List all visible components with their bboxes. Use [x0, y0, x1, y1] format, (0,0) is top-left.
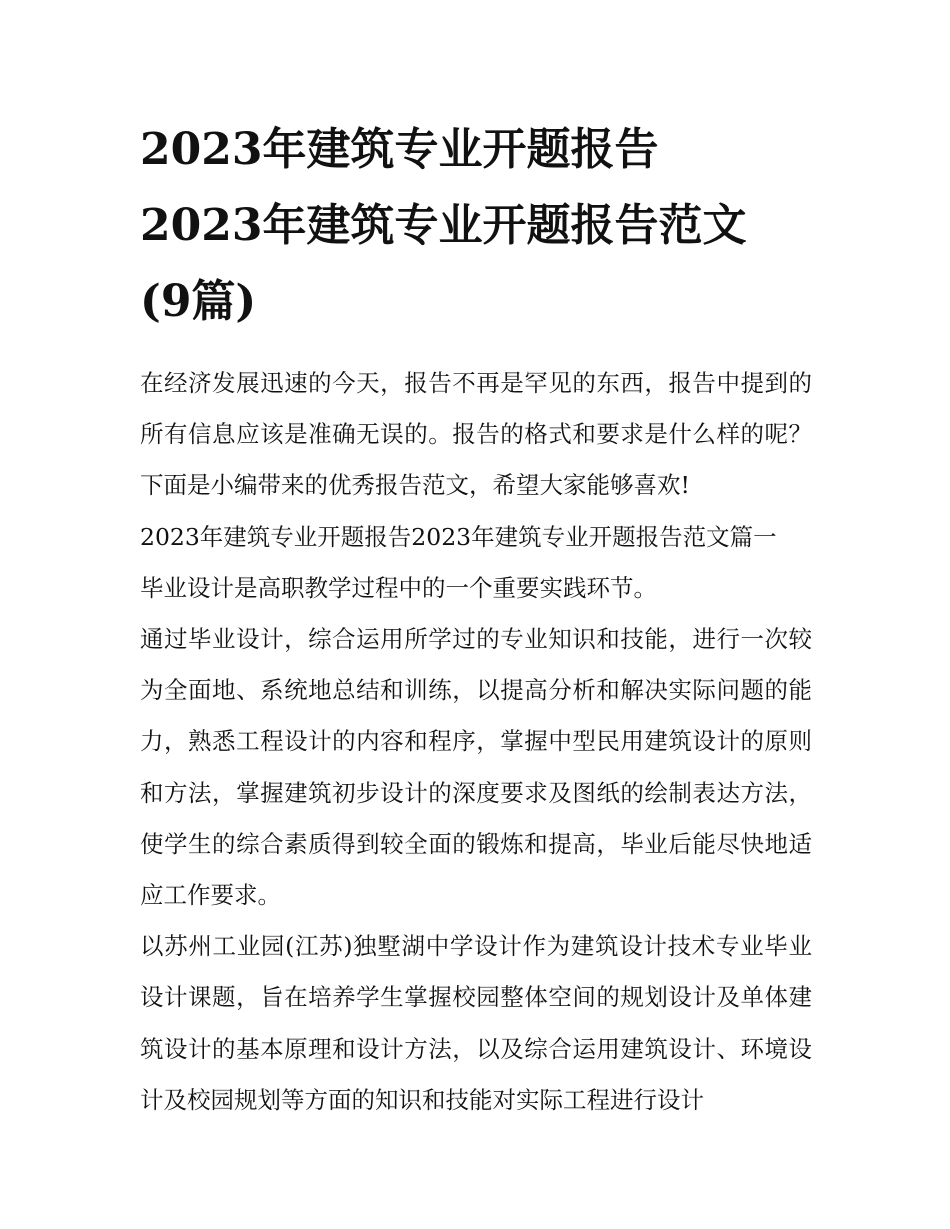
body-paragraph: 通过毕业设计，综合运用所学过的专业知识和技能，进行一次较为全面地、系统地总结和训练，以提高分析和解决实际问题的能力，熟悉工程设计的内容和程序，掌握中型民用建筑设计的原则和方法，掌握建筑初步设计的深度要求及图纸的绘制表达方法，使学生的综合素质得到较全面的锻炼和提高，毕业后能尽快地适应工作要求。: [140, 625, 812, 910]
body-paragraph: 毕业设计是高职教学过程中的一个重要实践环节。: [140, 573, 657, 602]
section-heading: 2023年建筑专业开题报告2023年建筑专业开题报告范文篇一: [140, 522, 777, 551]
title-line: 2023年建筑专业开题报告范文: [140, 200, 747, 251]
document-body: [140, 358, 812, 1126]
intro-paragraph: 在经济发展迅速的今天，报告不再是罕见的东西，报告中提到的所有信息应该是准确无误的。报告的格式和要求是什么样的呢？下面是小编带来的优秀报告范文，希望大家能够喜欢!: [140, 369, 812, 500]
document-title: [140, 112, 812, 340]
title-line: 2023年建筑专业开题报告: [140, 124, 659, 175]
document-page: [140, 112, 812, 1126]
title-line: (9篇): [140, 276, 257, 327]
body-paragraph: 以苏州工业园(江苏)独墅湖中学设计作为建筑设计技术专业毕业设计课题，旨在培养学生掌握校园整体空间的规划设计及单体建筑设计的基本原理和设计方法，以及综合运用建筑设计、环境设计及校园规划等方面的知识和技能对实际工程进行设计: [140, 932, 812, 1114]
